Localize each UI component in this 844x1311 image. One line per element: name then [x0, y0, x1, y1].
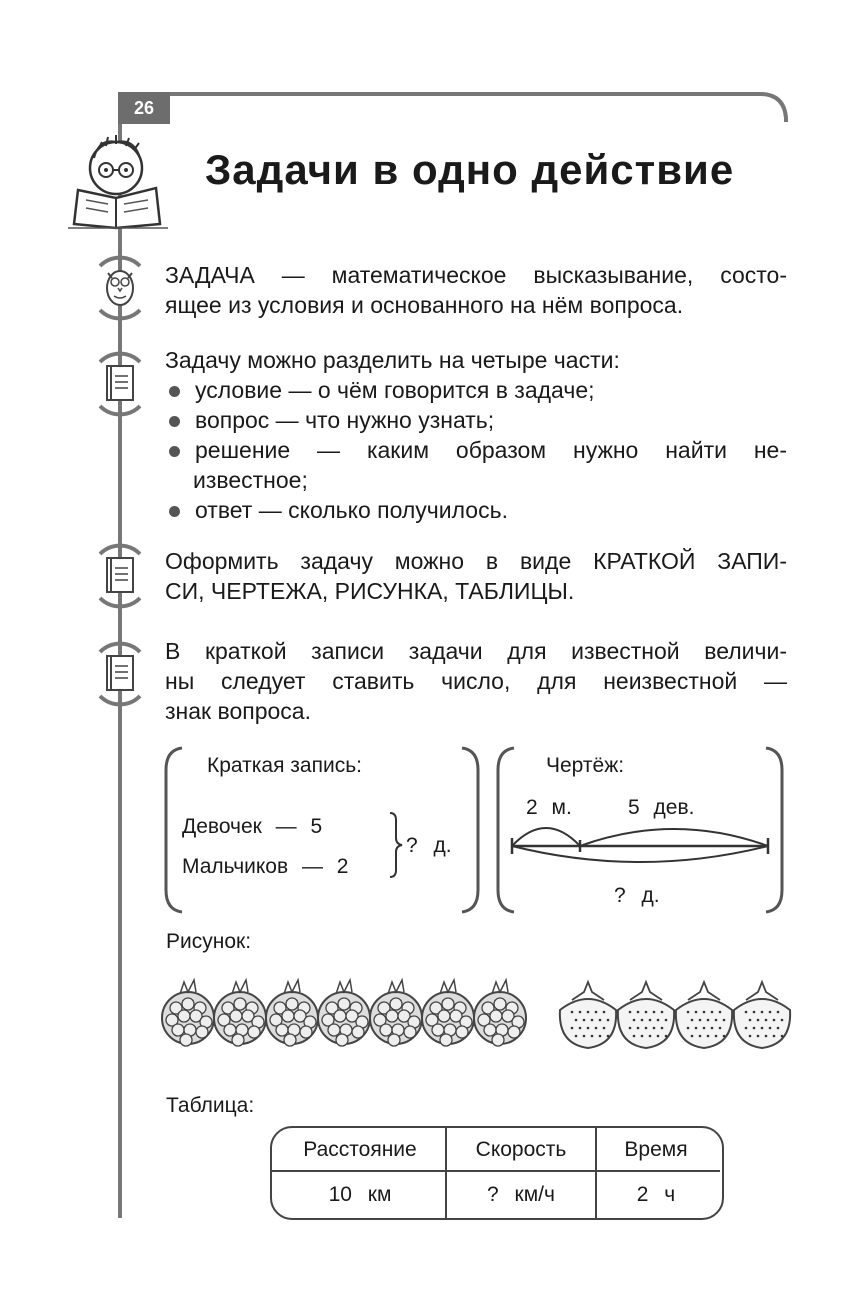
book-icon — [90, 344, 150, 424]
formats-paragraph — [165, 546, 787, 606]
short-note-rule-paragraph — [165, 636, 787, 726]
rule-line: знак вопроса. — [165, 698, 311, 724]
parts-intro — [165, 345, 787, 375]
raspberry-icon — [162, 980, 214, 1046]
table-cell-speed: ? км/ч — [487, 1183, 555, 1206]
rule-line: В краткой записи задачи для известной величи- — [165, 638, 787, 664]
list-item — [165, 435, 787, 495]
page-title: Задачи в одно действие — [205, 146, 735, 193]
table-heading: Таблица: — [166, 1094, 255, 1117]
table-header-distance: Расстояние — [303, 1138, 417, 1161]
definition-line: ящее из условия и основанного на нём вопроса. — [165, 292, 684, 318]
reading-boy-illustration — [64, 128, 174, 230]
strawberry-icon — [560, 982, 616, 1048]
list-item-text: известное; — [193, 467, 308, 493]
page-number: 26 — [118, 92, 170, 124]
owl-icon — [90, 248, 150, 328]
segment-drawing — [500, 818, 780, 878]
table-cell-time: 2 ч — [636, 1183, 676, 1206]
short-note-boys: Мальчиков — 2 — [182, 855, 349, 878]
parts-intro-text: Задачу можно разделить на четыре части: — [165, 347, 620, 373]
list-item — [165, 405, 787, 435]
strawberry-icon — [734, 982, 790, 1048]
parts-list — [165, 375, 787, 525]
drawing-segment-girls: 5 дев. — [628, 796, 695, 819]
book-icon — [90, 536, 150, 616]
table-header-speed: Скорость — [475, 1138, 567, 1161]
book-icon — [90, 634, 150, 714]
raspberry-icon — [370, 980, 422, 1046]
formats-line: СИ, ЧЕРТЕЖА, РИСУНКА, ТАБЛИЦЫ. — [165, 578, 575, 604]
table-cell-distance: 10 км — [328, 1183, 392, 1206]
list-item — [165, 375, 787, 405]
table-header-time: Время — [624, 1138, 688, 1161]
picture-heading: Рисунок: — [166, 930, 252, 953]
rule-line: ны следует ставить число, для неизвестной — — [165, 668, 787, 694]
fruit-picture — [160, 974, 794, 1054]
drawing-total: ? д. — [614, 884, 660, 907]
strawberry-icon — [618, 982, 674, 1048]
list-item-text: вопрос — что нужно узнать; — [195, 407, 495, 433]
list-item-text: условие — о чём говорится в задаче; — [195, 377, 595, 403]
raspberry-icon — [422, 980, 474, 1046]
list-item-text: ответ — сколько получилось. — [195, 497, 508, 523]
list-item — [165, 495, 787, 525]
strawberry-icon — [676, 982, 732, 1048]
definition-paragraph — [165, 260, 787, 320]
raspberry-icon — [318, 980, 370, 1046]
brace-icon — [388, 810, 404, 880]
list-item-text: решение — каким образом нужно найти не- — [195, 437, 787, 463]
formats-line: Оформить задачу можно в виде КРАТКОЙ ЗАПИ- — [165, 548, 787, 574]
short-note-heading: Краткая запись: — [207, 754, 362, 777]
drawing-segment-boys: 2 м. — [526, 796, 572, 819]
drawing-heading: Чертёж: — [546, 754, 625, 777]
definition-line: ЗАДАЧА — математическое высказывание, состо- — [165, 262, 787, 288]
raspberry-icon — [474, 980, 526, 1046]
raspberry-icon — [214, 980, 266, 1046]
short-note-girls: Девочек — 5 — [182, 815, 323, 838]
short-note-question: ? д. — [406, 834, 452, 857]
raspberry-icon — [266, 980, 318, 1046]
